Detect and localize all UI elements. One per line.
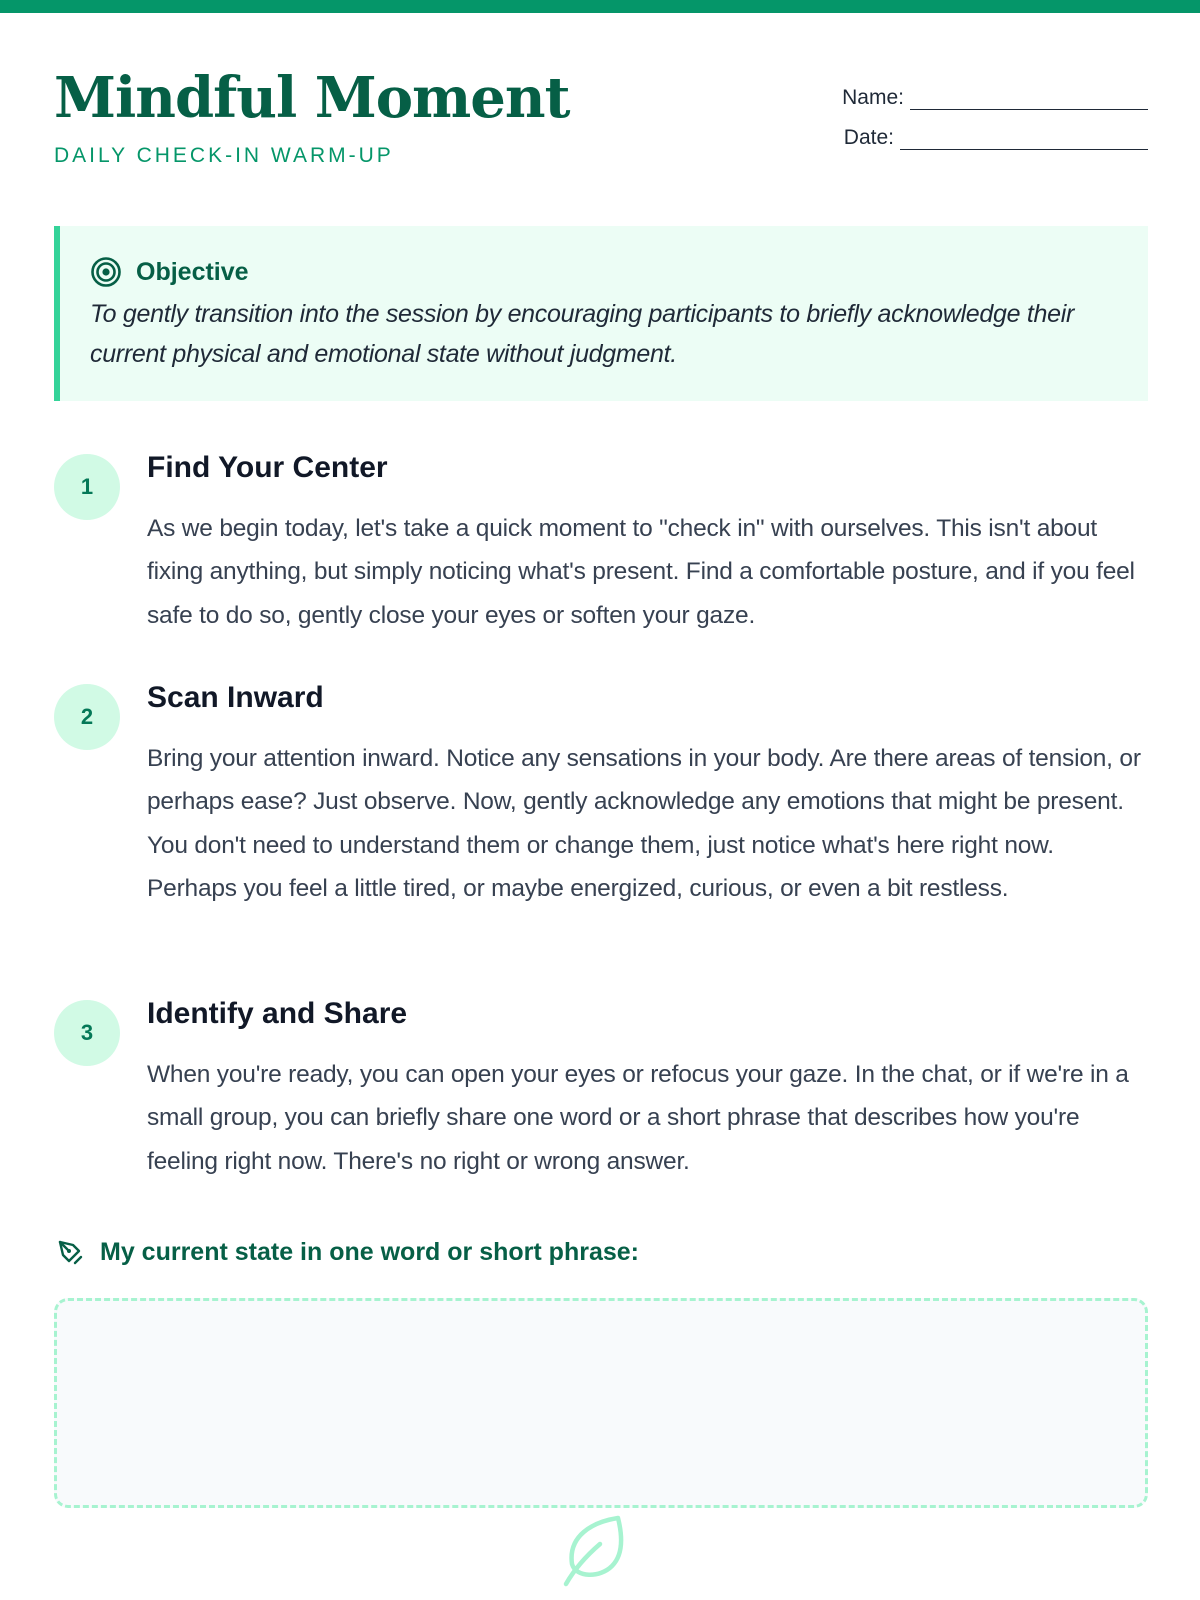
step-text: Bring your attention inward. Notice any sensations in your body. Are there areas of tension, or perhaps ease? Just observe. Now, gently acknowledge any emotions that might be present. You don't need to understand them or change them, just notice what's here right now. Perhaps you feel a little tired, or maybe energized, curious, or even a bit restless. — [147, 745, 1141, 902]
pen-icon — [54, 1236, 86, 1268]
step-number-badge: 1 — [54, 454, 120, 520]
step-title: Find Your Center — [147, 451, 388, 484]
step-title: Identify and Share — [147, 997, 408, 1030]
top-accent-bar — [0, 0, 1200, 13]
name-field[interactable] — [910, 88, 1148, 110]
name-label: Name: — [842, 86, 904, 109]
leaf-icon — [562, 1514, 636, 1588]
step-title: Scan Inward — [147, 681, 324, 714]
step-number-badge: 2 — [54, 684, 120, 750]
date-field[interactable] — [900, 128, 1148, 150]
objective-box — [54, 226, 1148, 401]
step-text: As we begin today, let's take a quick moment to "check in" with ourselves. This isn't about fixing anything, but simply noticing what's present. Find a comfortable posture, and if you feel safe to do so, gently close your eyes or soften your gaze. — [147, 515, 1135, 629]
objective-heading — [90, 254, 1118, 290]
step-body — [147, 451, 1148, 637]
worksheet-header — [54, 60, 1148, 180]
response-prompt-label: My current state in one word or short phrase: — [100, 1237, 639, 1266]
objective-text: To gently transition into the session by encouraging participants to briefly acknowledge their current physical and emotional state without judgment. — [90, 300, 1074, 368]
name-field-row — [818, 70, 1148, 110]
response-prompt — [54, 1232, 639, 1272]
target-icon — [90, 256, 122, 288]
objective-title: Objective — [136, 257, 249, 286]
date-label: Date: — [843, 126, 894, 149]
step-body — [147, 681, 1148, 910]
page-title: Mindful Moment — [54, 65, 570, 131]
step-body — [147, 997, 1148, 1183]
step-text: When you're ready, you can open your eyes or refocus your gaze. In the chat, or if we're in a small group, you can briefly share one word or a short phrase that describes how you're feeling right now. There's no right or wrong answer. — [147, 1061, 1129, 1175]
name-date-fields — [818, 70, 1148, 150]
date-field-row — [818, 110, 1148, 150]
page-subtitle: DAILY CHECK-IN WARM-UP — [54, 144, 394, 167]
response-input-box[interactable] — [54, 1298, 1148, 1508]
step-number-badge: 3 — [54, 1000, 120, 1066]
